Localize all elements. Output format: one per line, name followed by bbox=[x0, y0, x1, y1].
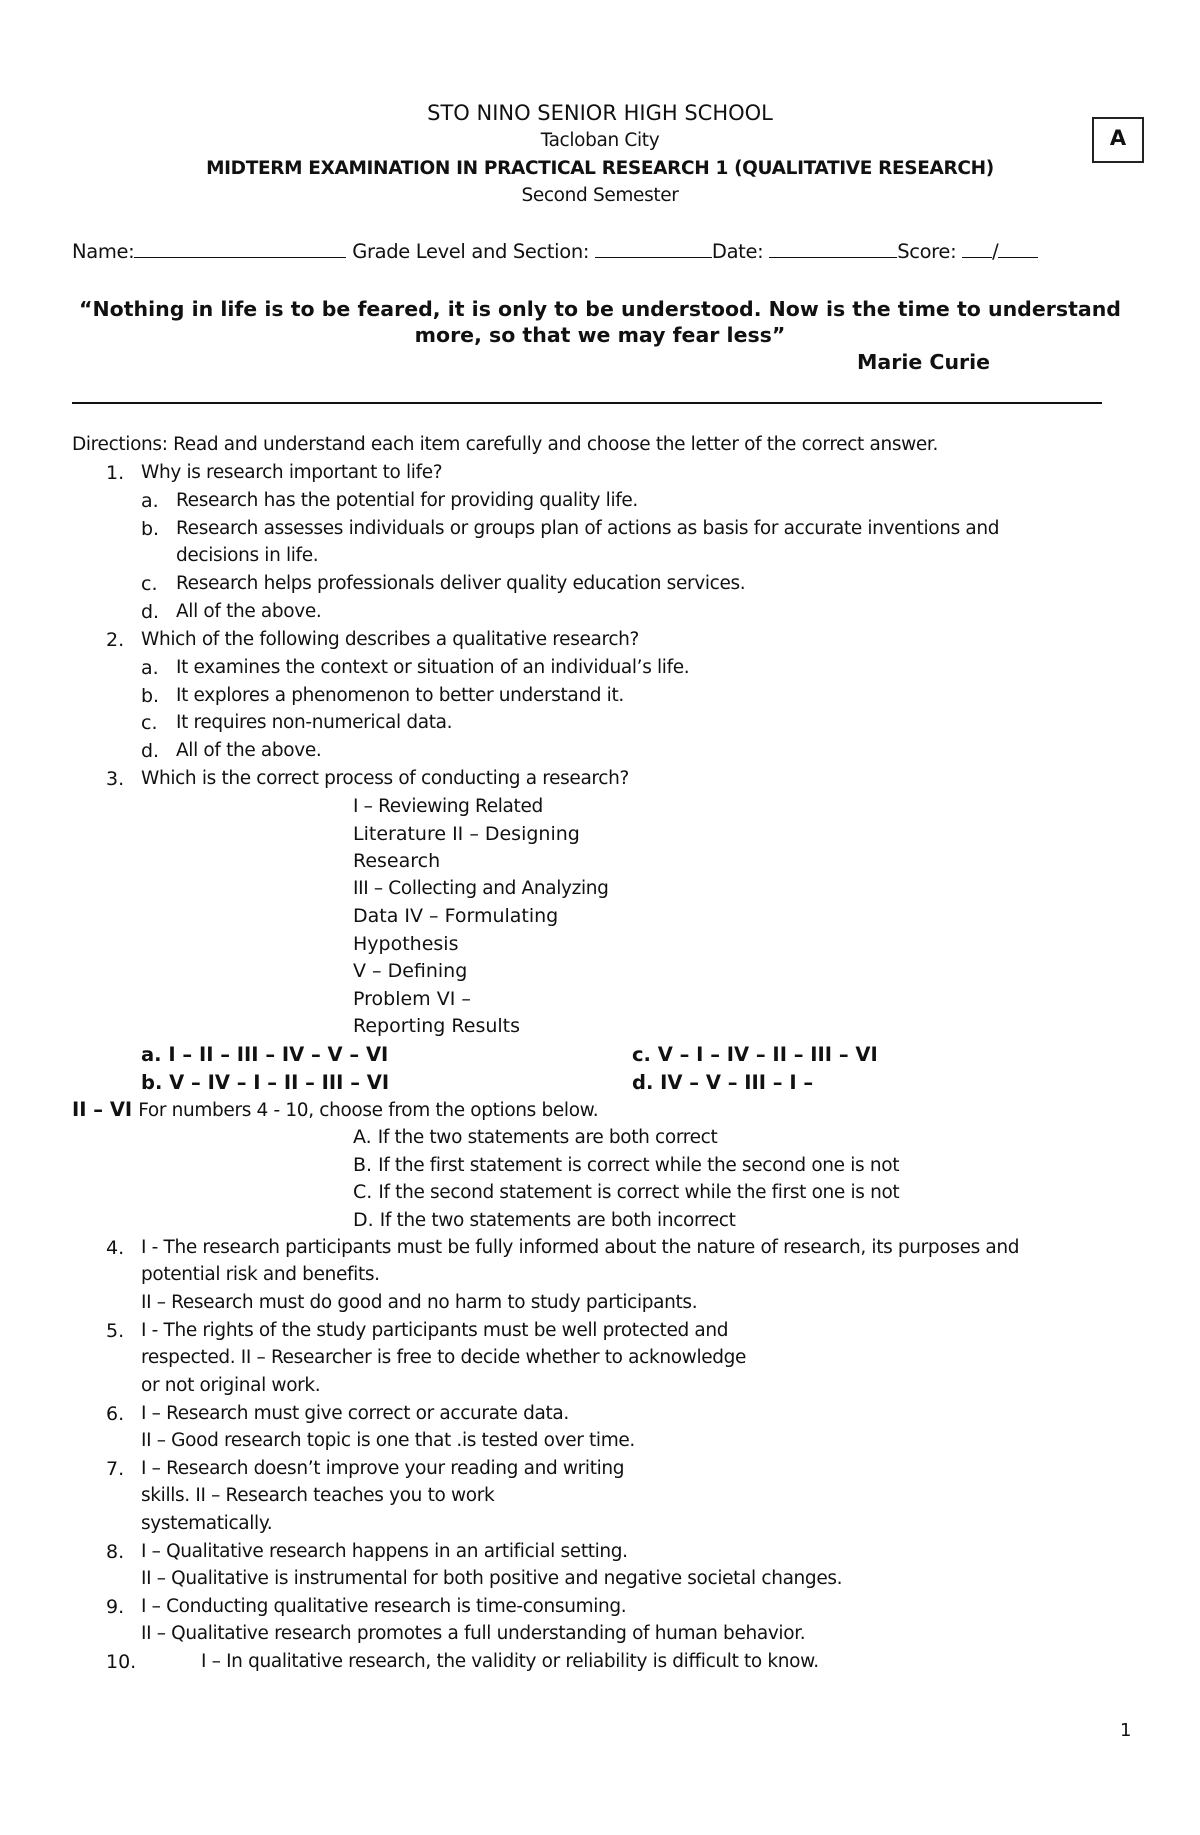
quote-author: Marie Curie bbox=[857, 350, 991, 374]
options-intro-line bbox=[72, 1098, 598, 1122]
q8-line-1: I – Qualitative research happens in an artificial setting. bbox=[141, 1541, 628, 1562]
q4-line-1: I - The research participants must be fully informed about the nature of research, its purposes and bbox=[141, 1237, 1020, 1258]
version-box: A bbox=[1092, 117, 1144, 163]
q3-option-d: d. IV – V – III – I – bbox=[632, 1071, 814, 1094]
q5-line-3: or not original work. bbox=[141, 1375, 321, 1396]
q9-line-1: I – Conducting qualitative research is time-consuming. bbox=[141, 1596, 627, 1617]
city: Tacloban City bbox=[540, 130, 660, 151]
score-label: Score: bbox=[897, 240, 957, 263]
q1-c-letter: c. bbox=[141, 573, 158, 595]
q3-option-c: c. V – I – IV – II – III – VI bbox=[632, 1043, 878, 1066]
q2-option-b: It explores a phenomenon to better understand it. bbox=[176, 685, 624, 706]
q5-line-1: I - The rights of the study participants must be well protected and bbox=[141, 1320, 729, 1341]
q3-step: I – Reviewing Related bbox=[353, 796, 543, 817]
school-name: STO NINO SENIOR HIGH SCHOOL bbox=[427, 101, 773, 125]
q4-number: 4. bbox=[106, 1237, 125, 1259]
options-intro: For numbers 4 - 10, choose from the options below. bbox=[138, 1100, 599, 1121]
quote-line-2: more, so that we may fear less” bbox=[414, 323, 786, 347]
total-blank[interactable] bbox=[998, 256, 1038, 258]
q9-line-2: II – Qualitative research promotes a full understanding of human behavior. bbox=[141, 1623, 806, 1644]
q3-option-a: a. I – II – III – IV – V – VI bbox=[141, 1043, 389, 1066]
q3-option-d-continued: II – VI bbox=[72, 1098, 133, 1121]
option-text: If the first statement is correct while the second one is not bbox=[378, 1155, 900, 1176]
q4-line-2: potential risk and benefits. bbox=[141, 1264, 380, 1285]
q10-number: 10. bbox=[106, 1651, 137, 1673]
q1-a-letter: a. bbox=[141, 490, 159, 512]
q5-line-2: respected. II – Researcher is free to decide whether to acknowledge bbox=[141, 1347, 747, 1368]
q2-c-letter: c. bbox=[141, 712, 158, 734]
option-text: If the two statements are both incorrect bbox=[379, 1210, 736, 1231]
q2-number: 2. bbox=[106, 629, 125, 651]
date-label: Date: bbox=[711, 240, 764, 263]
q2-text: Which of the following describes a qualitative research? bbox=[141, 629, 640, 650]
q5-number: 5. bbox=[106, 1320, 125, 1342]
page-number: 1 bbox=[1120, 1720, 1132, 1741]
q3-step: Hypothesis bbox=[353, 933, 459, 955]
option-letter: B. bbox=[353, 1154, 373, 1176]
score-blank[interactable] bbox=[962, 256, 992, 258]
date-blank[interactable] bbox=[769, 256, 897, 258]
option-legend-c bbox=[353, 1181, 899, 1204]
quote-line-1: “Nothing in life is to be feared, it is only to be understood. Now is the time to understand bbox=[79, 297, 1121, 321]
score-separator: / bbox=[992, 240, 999, 263]
grade-blank[interactable] bbox=[595, 256, 712, 258]
q2-b-letter: b. bbox=[141, 685, 160, 707]
q3-option-b: b. V – IV – I – II – III – VI bbox=[141, 1071, 390, 1094]
q1-text: Why is research important to life? bbox=[141, 462, 443, 483]
q1-d-letter: d. bbox=[141, 601, 160, 623]
q2-option-a: It examines the context or situation of an individual’s life. bbox=[176, 657, 690, 678]
q7-line-2: skills. II – Research teaches you to work bbox=[141, 1485, 495, 1506]
q3-step: Literature II – Designing bbox=[353, 823, 580, 845]
q7-line-1: I – Research doesn’t improve your reading and writing bbox=[141, 1458, 625, 1479]
q2-a-letter: a. bbox=[141, 657, 159, 679]
grade-label: Grade Level and Section: bbox=[352, 240, 590, 263]
option-legend-b bbox=[353, 1154, 899, 1177]
q3-step: Problem VI – bbox=[353, 988, 471, 1010]
q6-line-2: II – Good research topic is one that .is tested over time. bbox=[141, 1430, 635, 1451]
q1-option-a: Research has the potential for providing quality life. bbox=[176, 490, 638, 511]
option-legend-a bbox=[353, 1126, 717, 1149]
q1-b-letter: b. bbox=[141, 518, 160, 540]
q3-step: Reporting Results bbox=[353, 1015, 521, 1037]
q1-number: 1. bbox=[106, 462, 125, 484]
q4-line-3: II – Research must do good and no harm to study participants. bbox=[141, 1292, 698, 1313]
q2-option-d: All of the above. bbox=[176, 740, 322, 761]
q6-line-1: I – Research must give correct or accurate data. bbox=[141, 1403, 569, 1424]
q6-number: 6. bbox=[106, 1403, 125, 1425]
exam-title: MIDTERM EXAMINATION IN PRACTICAL RESEARCH 1 (QUALITATIVE RESEARCH) bbox=[206, 158, 994, 179]
option-letter: D. bbox=[353, 1209, 374, 1231]
q3-step: Research bbox=[353, 850, 441, 872]
option-text: If the two statements are both correct bbox=[377, 1127, 718, 1148]
student-info-line bbox=[72, 240, 1038, 263]
q8-number: 8. bbox=[106, 1541, 125, 1563]
option-letter: C. bbox=[353, 1181, 373, 1203]
q1-option-b-line1: Research assesses individuals or groups plan of actions as basis for accurate inventions and bbox=[176, 518, 1000, 539]
name-label: Name: bbox=[72, 240, 135, 263]
q3-step: III – Collecting and Analyzing bbox=[353, 878, 609, 899]
q7-number: 7. bbox=[106, 1458, 125, 1480]
semester: Second Semester bbox=[521, 185, 679, 206]
q1-option-c: Research helps professionals deliver quality education services. bbox=[176, 573, 746, 594]
q1-option-d: All of the above. bbox=[176, 601, 322, 622]
name-blank[interactable] bbox=[134, 256, 346, 258]
q3-number: 3. bbox=[106, 768, 125, 790]
q3-text: Which is the correct process of conducting a research? bbox=[141, 768, 629, 789]
divider bbox=[72, 402, 1102, 404]
directions: Directions: Read and understand each item carefully and choose the letter of the correct answer. bbox=[72, 434, 939, 455]
q9-number: 9. bbox=[106, 1596, 125, 1618]
q2-d-letter: d. bbox=[141, 740, 160, 762]
option-letter: A. bbox=[353, 1126, 372, 1148]
q3-step: V – Defining bbox=[353, 960, 468, 982]
q7-line-3: systematically. bbox=[141, 1513, 273, 1534]
q1-option-b-line2: decisions in life. bbox=[176, 545, 319, 566]
q3-step: Data IV – Formulating bbox=[353, 905, 559, 927]
q8-line-2: II – Qualitative is instrumental for both positive and negative societal changes. bbox=[141, 1568, 843, 1589]
q2-option-c: It requires non-numerical data. bbox=[176, 712, 453, 733]
option-legend-d bbox=[353, 1209, 736, 1232]
q10-line-1: I – In qualitative research, the validity or reliability is difficult to know. bbox=[201, 1651, 819, 1672]
option-text: If the second statement is correct while the first one is not bbox=[378, 1182, 900, 1203]
